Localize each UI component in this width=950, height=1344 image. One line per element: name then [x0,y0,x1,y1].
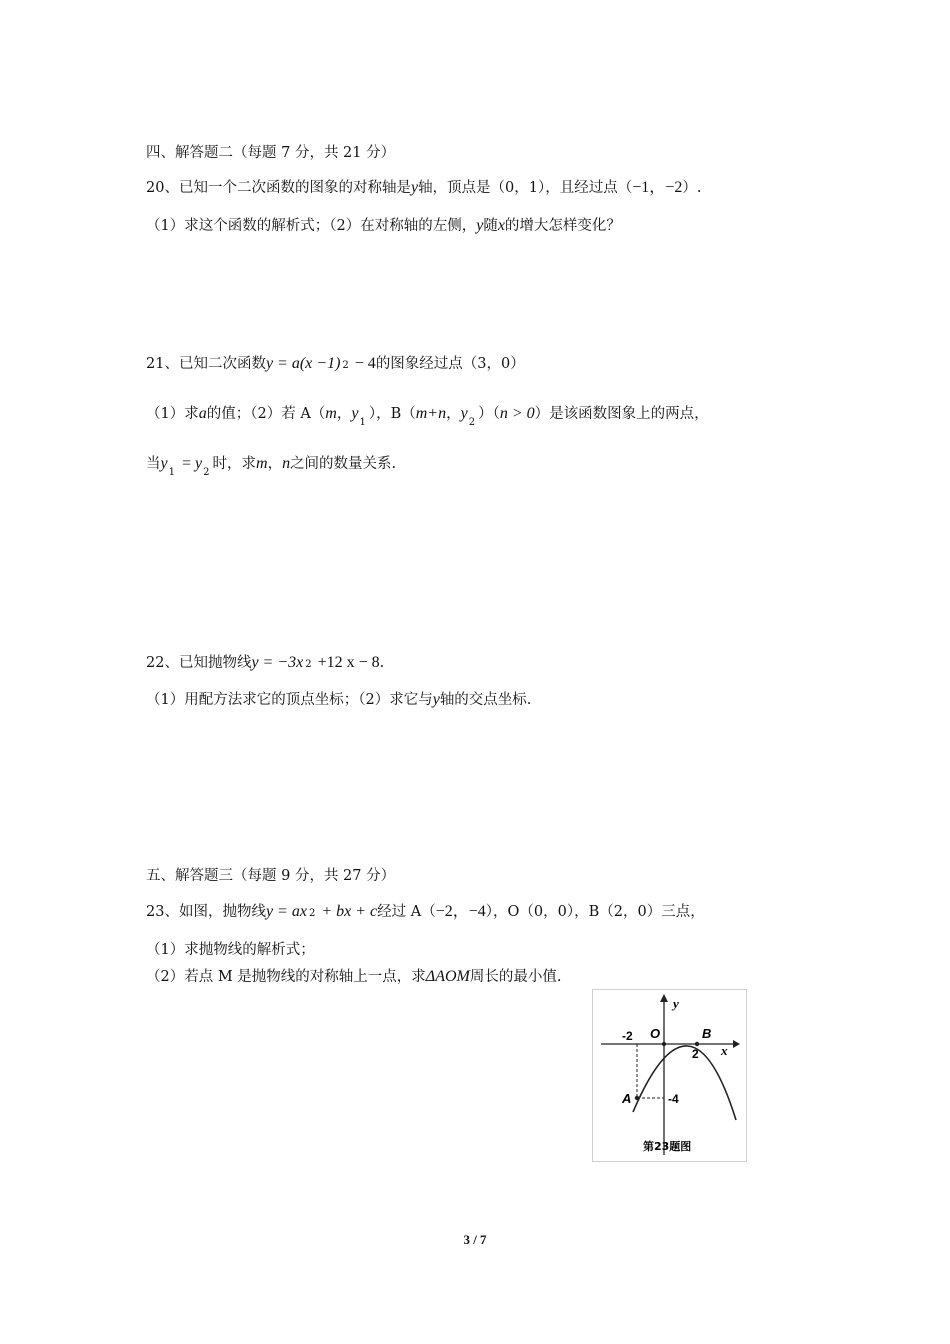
exponent: 2 [308,908,316,919]
q22-text: 22、已知抛物线 [146,655,252,671]
formula-tail: +12 x − 8 [313,654,380,671]
subscript: 2 [468,417,476,428]
q23-text: 23、如图，抛物线 [146,904,266,920]
q21-text: 当 [146,456,161,472]
formula-tail: − 4 [350,355,376,372]
q20-text: 轴，顶点是（0，1），且经过点（ [418,180,633,196]
section-5-title: 五、解答题三（每题 9 分，共 27 分） [146,868,396,884]
x-axis-arrow-icon [733,1040,740,1048]
q22-text: . [379,655,385,671]
q20-text: 的增大怎样变化？ [504,218,621,234]
q21-text: 之间的数量关系. [290,456,397,472]
q22-text: （1）用配方法求它的顶点坐标；（2）求它与 [146,692,433,708]
formula: y = −3x [251,654,304,671]
exponent: 2 [342,360,349,371]
q23-text: （2）若点 M 是抛物线的对称轴上一点，求 [146,969,426,985]
q23-text: ），O（0，0），B（2，0）三点， [485,904,705,920]
q21-line-3 [146,454,396,476]
var-y: y [460,405,468,422]
label-x: x [721,1043,728,1058]
q21-text: （1）求 [146,406,199,422]
y-axis-arrow-icon [660,994,668,1002]
comma: ， [446,406,461,422]
point-coords: −2，−4 [435,903,486,920]
q20-line-2 [146,216,621,236]
tick-neg2: -2 [622,1029,633,1043]
label-y: y [673,996,679,1011]
q23-line-3 [146,967,561,987]
q21-text: ）是该函数图象上的两点， [534,406,709,422]
q20-text: （1）求这个函数的解析式；（2）在对称轴的左侧， [146,218,477,234]
point-b [695,1042,699,1046]
var-y: y [195,455,203,472]
exponent: 2 [305,659,312,670]
q23-text: 经过 A（ [377,904,436,920]
subscript: 2 [203,467,210,478]
subscript: 1 [168,467,175,478]
var-y: y [432,691,440,708]
page-number: 3 / 7 [463,1232,487,1247]
point-coords: −1，−2 [632,179,683,196]
q21-text: ）（ [478,406,500,422]
q21-text: 时，求 [212,456,256,472]
q21-text: ），B（ [368,406,416,422]
q21-line-1 [146,354,525,376]
q20-text: 20、已知一个二次函数的图象的对称轴是 [146,180,411,196]
formula: y = ax [265,903,307,920]
point-o [662,1042,666,1046]
q20-text: 随 [483,218,498,234]
formula: y = a(x −1) [265,355,341,372]
var-x: x [497,217,505,234]
formula-tail: + bx + c [317,903,378,920]
var-n: n [282,455,291,472]
q23-line-1 [146,902,705,924]
q21-line-2 [146,404,709,426]
tick-2: 2 [692,1047,699,1061]
section-4-title: 四、解答题二（每题 7 分，共 21 分） [146,145,396,161]
q22-line-1 [146,653,384,675]
q20-line-1 [146,178,701,198]
label-a: A [622,1091,632,1106]
q21-text: 的图象经过点（3，0） [375,356,525,372]
comma: ， [267,456,283,472]
var-a: a [198,405,207,422]
var-y: y [410,179,419,196]
tick-neg4: -4 [668,1092,679,1106]
q20-text: ）. [682,180,702,196]
var-y: y [160,455,168,472]
var-m: m [325,405,337,422]
triangle-aom: ΔAOM [425,968,470,985]
var-y: y [476,217,484,234]
label-b: B [702,1026,712,1041]
var-y: y [351,405,359,422]
equals: = [177,455,196,472]
q21-text: 的值；（2）若 A（ [206,406,326,422]
q23-text: 周长的最小值. [469,969,562,985]
q21-text: 21、已知二次函数 [146,356,266,372]
parabola-graph [593,990,746,1161]
condition: n > 0 [499,405,535,422]
comma: ， [336,406,352,422]
var-m: m [256,455,268,472]
q23-line-2: （1）求抛物线的解析式； [146,942,315,958]
q22-text: 轴的交点坐标. [439,692,532,708]
figure-caption: 第23题图 [643,1140,692,1153]
q22-line-2 [146,690,531,710]
subscript: 1 [359,417,366,428]
q23-figure [592,989,747,1162]
point-a [635,1096,639,1100]
var-m-plus-n: m+n [415,405,447,422]
label-o: O [650,1026,661,1041]
